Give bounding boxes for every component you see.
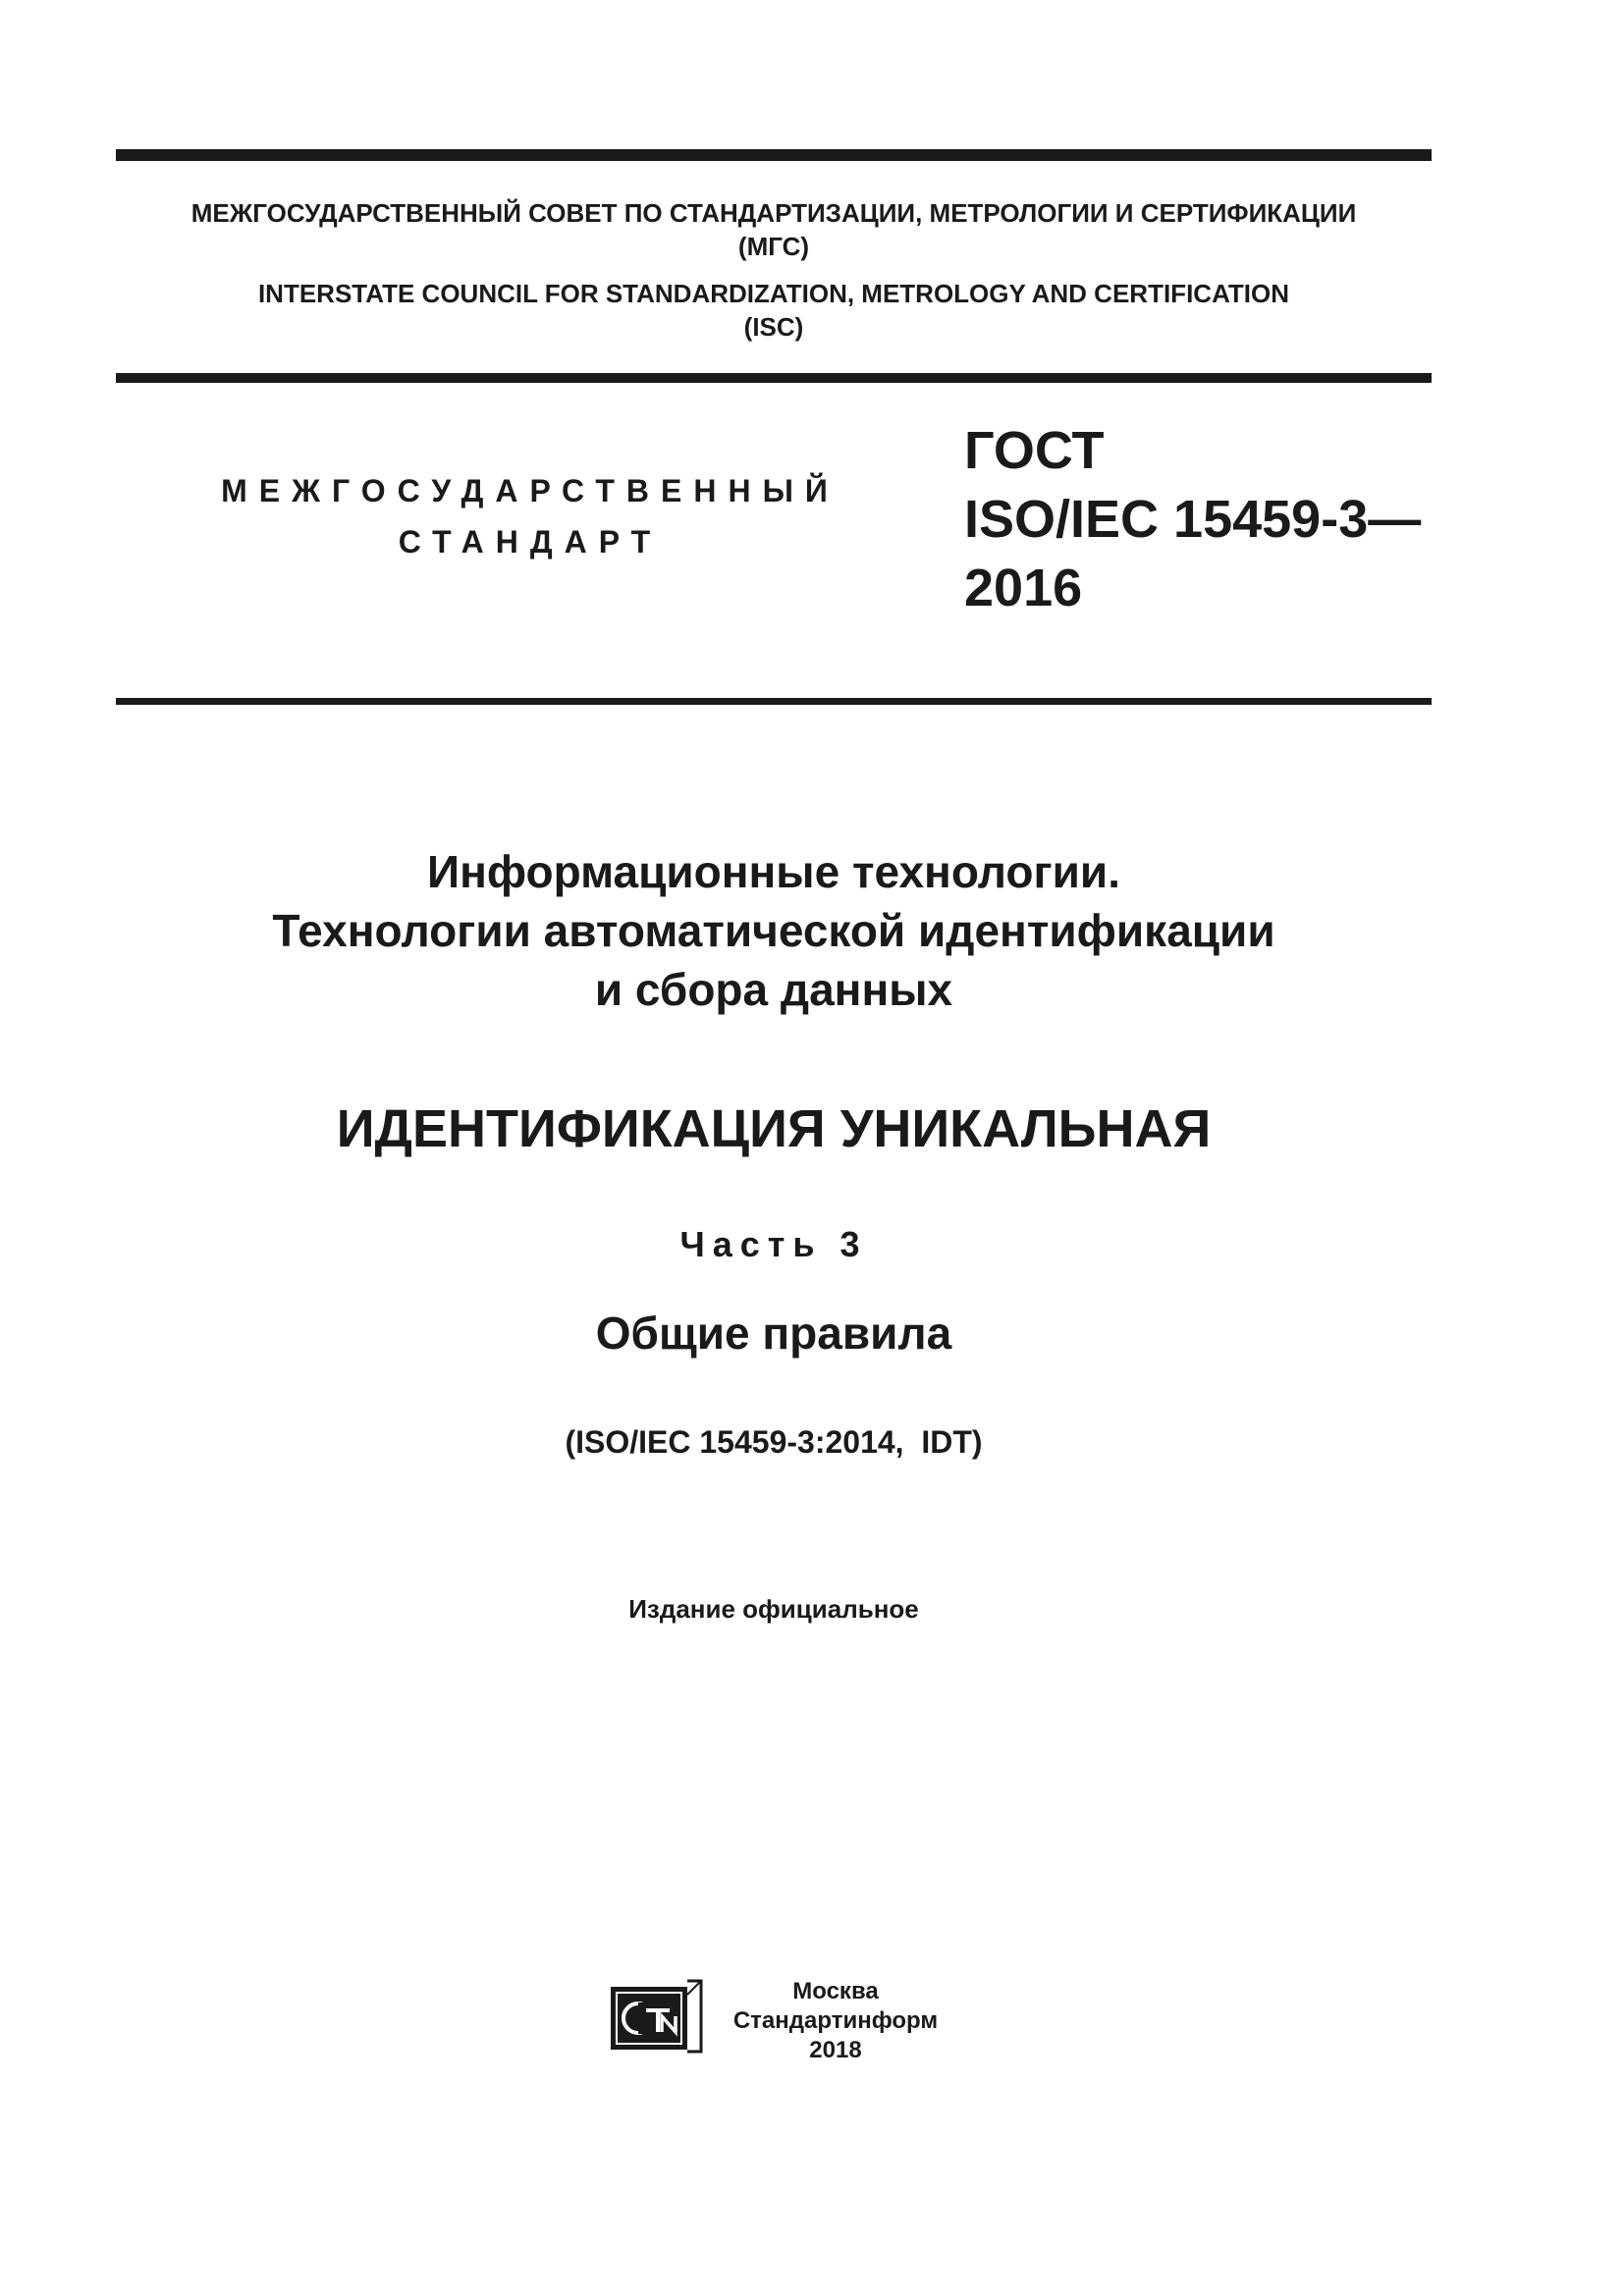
document-title [116, 842, 1432, 1019]
council-abbr-ru: (МГС) [737, 232, 810, 261]
iso-reference: (ISO/IEC 15459-3:2014, IDT) [565, 1424, 983, 1460]
designation-line2: ISO/IEC 15459-3— [964, 490, 1422, 549]
title-line2: Технологии автоматической идентификации [272, 905, 1275, 956]
top-divider [116, 149, 1432, 161]
edition-label: Издание официальное [628, 1594, 919, 1624]
standard-type [147, 465, 913, 567]
title-line1: Информационные технологии. [427, 846, 1120, 897]
publisher-year: 2018 [809, 2037, 862, 2063]
middle-divider [116, 373, 1432, 383]
lower-divider [116, 698, 1432, 705]
standard-designation [964, 416, 1421, 622]
publisher-name: Стандартинформ [732, 2007, 939, 2034]
standard-type-line1: МЕЖГОСУДАРСТВЕННЫЙ [221, 473, 839, 508]
council-name-ru: МЕЖГОСУДАРСТВЕННЫЙ СОВЕТ ПО СТАНДАРТИЗАЦИИ, МЕТРОЛОГИИ И СЕРТИФИКАЦИИ [190, 198, 1357, 228]
title-line3: и сбора данных [594, 964, 953, 1015]
council-name-en: INTERSTATE COUNCIL FOR STANDARDIZATION, METROLOGY AND CERTIFICATION [257, 279, 1290, 308]
publisher-city: Москва [792, 1978, 879, 2004]
designation-line3: 2016 [964, 559, 1083, 617]
standartinform-logo-icon [609, 1977, 705, 2056]
council-header [116, 196, 1432, 344]
standard-type-line2: СТАНДАРТ [398, 524, 663, 560]
part-number: Часть 3 [679, 1224, 868, 1264]
main-title: ИДЕНТИФИКАЦИЯ УНИКАЛЬНАЯ [336, 1099, 1212, 1158]
council-abbr-en: (ISC) [743, 312, 804, 342]
part-subtitle: Общие правила [595, 1308, 952, 1359]
designation-line1: ГОСТ [964, 421, 1105, 480]
publisher-imprint [713, 1977, 958, 2065]
